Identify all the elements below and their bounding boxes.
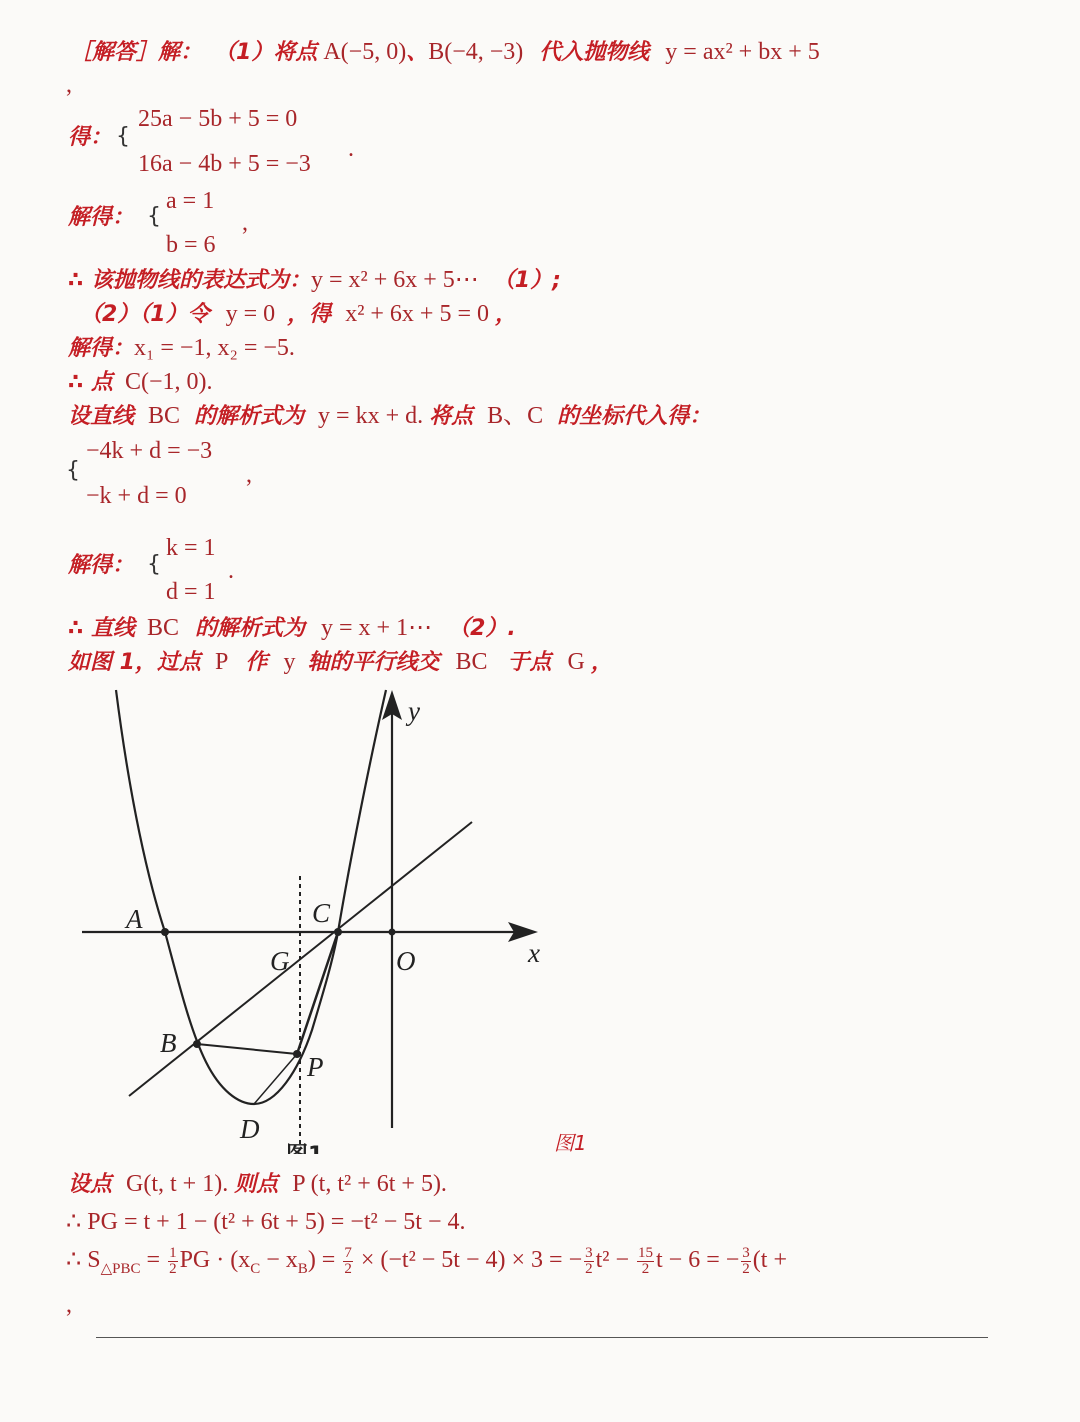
point-p-dot xyxy=(293,1050,301,1058)
stray-dot: , xyxy=(66,72,72,98)
system-brace: { xyxy=(116,124,130,149)
step-kd-label: 解得： xyxy=(68,553,135,578)
parabola-equation: y = ax² + bx + 5 xyxy=(665,39,820,65)
fraction: $\frac{15}{2}$ xyxy=(638,1246,654,1277)
figure-caption: 图1 xyxy=(554,1131,587,1155)
fraction: $\frac{3}{2}$ xyxy=(742,1246,750,1277)
label-c: C xyxy=(312,898,331,928)
label-x: x xyxy=(528,938,540,968)
fraction: $\frac{7}{2}$ xyxy=(344,1246,352,1277)
point-o-dot xyxy=(389,929,396,936)
solution-b: b = 6 xyxy=(166,232,216,258)
solution-a: a = 1 xyxy=(166,188,215,214)
figure-intro-line: 如图 1，过点 P 作 y 轴的平行线交 BC 于点 G ， xyxy=(68,649,613,675)
label-g: G xyxy=(270,946,290,976)
label-p: P xyxy=(307,1052,324,1082)
fraction: $\frac{1}{2}$ xyxy=(169,1246,177,1277)
step-ab-label: 解得： xyxy=(68,205,135,230)
fraction: $\frac{3}{2}$ xyxy=(585,1246,593,1277)
label-d: D xyxy=(240,1114,260,1144)
segment-bp xyxy=(197,1044,297,1054)
bottom-divider xyxy=(96,1337,988,1338)
solution-k: k = 1 xyxy=(166,535,216,561)
expression-line: ∴ 该抛物线的表达式为：y = x² + 6x + 5⋯ （1）; xyxy=(68,267,561,293)
point-b: B(−4, −3) xyxy=(428,39,524,65)
part2-text: 代入抛物线 xyxy=(539,40,650,65)
set-g-line: 设点 G(t, t + 1). 则点 P (t, t² + 6t + 5). xyxy=(68,1171,447,1197)
partial-caption-clip xyxy=(286,1143,323,1168)
system-brace: { xyxy=(147,552,161,577)
pg-line: ∴ PG = t + 1 − (t² + 6t + 5) = −t² − 5t − 4. xyxy=(66,1209,466,1235)
system-eq-1: 25a − 5b + 5 = 0 xyxy=(138,106,298,132)
point-a: A(−5, 0) xyxy=(323,39,407,65)
point-a-dot xyxy=(161,928,169,936)
line-bc-setup: 设直线 BC 的解析式为 y = kx + d. 将点 B、C 的坐标代入得： xyxy=(68,403,712,429)
partial-caption: 图1 xyxy=(286,1143,324,1168)
point-b-dot xyxy=(193,1040,201,1048)
label-y: y xyxy=(408,696,420,726)
label-o: O xyxy=(396,946,416,976)
step-de-label: 得： xyxy=(68,125,113,150)
segment-pd xyxy=(254,1054,297,1104)
answer-label: ［解答］解： xyxy=(70,40,203,65)
area-line: ∴ $S_{\triangle PBC}$ = $\frac{1}{2}$ PG · $(x_C - x_B)$ = $\frac{7}{2}$ × (−t² − 5t − 4) × 3 = − $\frac{3}{2}$ t² − $\frac{15}{2}$ t − 6 = − $\frac{3}{2}$ (t + xyxy=(66,1246,787,1277)
label-a: A xyxy=(126,904,143,934)
part2-line: （2）（1）令 y = 0 ，得 x² + 6x + 5 = 0 ， xyxy=(80,301,518,327)
expression-equation: y = x² + 6x + 5⋯ xyxy=(310,267,479,293)
parabola-curve xyxy=(116,690,386,1104)
system-eq-kd-2: −k + d = 0 xyxy=(86,483,187,509)
system-eq-kd-1: −4k + d = −3 xyxy=(86,438,213,464)
segment-cp xyxy=(297,932,338,1054)
system-brace: { xyxy=(147,204,161,229)
point-c-line: ∴ 点 C(−1, 0). xyxy=(68,369,213,395)
equation-tag: （1）; xyxy=(492,268,561,293)
part1-text: （1）将点 xyxy=(214,40,318,65)
roots-line: 解得：x₁ = −1, x₂ = −5. xyxy=(68,335,295,361)
label-b: B xyxy=(160,1028,177,1058)
point-c-dot xyxy=(334,928,342,936)
solution-d: d = 1 xyxy=(166,579,216,605)
system-brace: { xyxy=(66,458,80,483)
separator: 、 xyxy=(406,40,429,65)
line-bc-result: ∴ 直线 BC 的解析式为 y = x + 1⋯ （2）. xyxy=(68,615,516,641)
system-eq-2: 16a − 4b + 5 = −3 xyxy=(138,151,311,177)
